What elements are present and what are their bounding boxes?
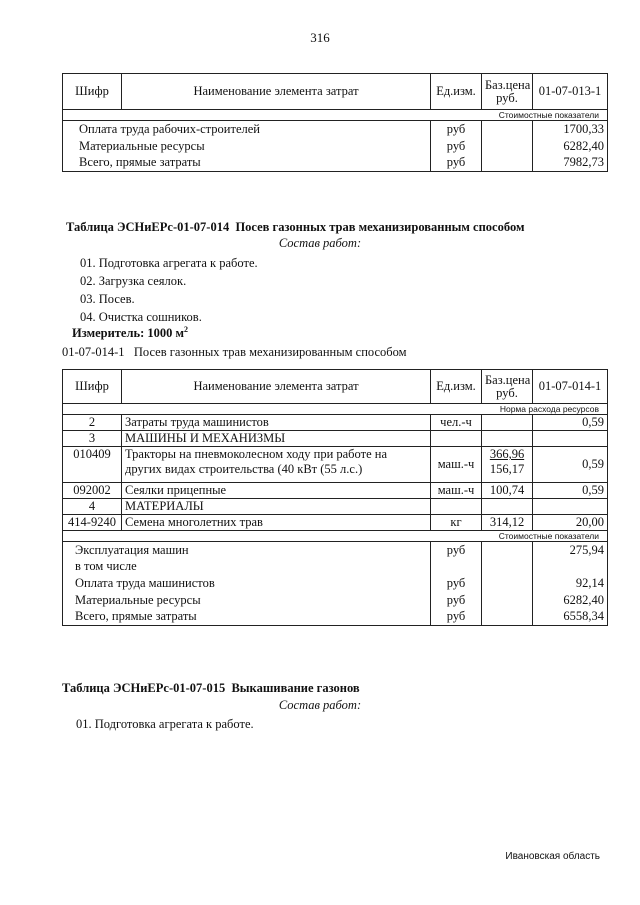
resource-value: 0,59 (533, 415, 608, 431)
col-code-header: Шифр (63, 370, 122, 404)
col-price-header: Баз.цена руб. (482, 74, 533, 110)
cost-row-unit: руб (431, 592, 482, 609)
cost-row-name: в том числе (63, 559, 431, 575)
cost-row-value: 6558,34 (533, 609, 608, 626)
resource-name-line: Тракторы на пневмоколесном ходу при работе на (125, 447, 387, 461)
group-name: МАШИНЫ И МЕХАНИЗМЫ (122, 431, 431, 447)
resource-code: 414-9240 (63, 515, 122, 531)
cost-row-name: Всего, прямые затраты (63, 609, 431, 626)
work-step: 01. Подготовка агрегата к работе. (80, 256, 258, 270)
resource-price: 314,12 (482, 515, 533, 531)
group-code: 3 (63, 431, 122, 447)
cost-row-unit: руб (431, 155, 482, 172)
col-unit-header: Ед.изм. (431, 74, 482, 110)
cost-row-unit: руб (431, 575, 482, 592)
table-code-header: 01-07-013-1 (533, 74, 608, 110)
table-code-header: 01-07-014-1 (533, 370, 608, 404)
table-subtitle (62, 345, 407, 360)
work-composition-label: Состав работ: (278, 236, 362, 250)
table-title (62, 681, 360, 696)
cost-row-value: 92,14 (533, 575, 608, 592)
cost-row-unit: руб (431, 121, 482, 138)
resource-unit: кг (431, 515, 482, 531)
resource-name-line: других видах строительства (40 кВт (55 л.с.) (125, 462, 363, 476)
section-label: Стоимостные показатели (63, 531, 608, 542)
page-number: 316 (310, 30, 330, 45)
cost-row-value: 6282,40 (533, 138, 608, 155)
work-step: 01. Подготовка агрегата к работе. (76, 717, 254, 731)
subtitle-text: Посев газонных трав механизированным способом (133, 345, 407, 359)
cost-row-name: Оплата труда машинистов (63, 575, 431, 592)
resource-price: 100,74 (482, 483, 533, 499)
section-label: Стоимостные показатели (63, 110, 608, 121)
cost-table-013 (62, 73, 608, 172)
work-composition-label: Состав работ: (278, 698, 362, 712)
table-title-code: Таблица ЭСНиЕРс-01-07-014 (66, 220, 230, 234)
subtitle-code: 01-07-014-1 (62, 345, 125, 359)
resource-name: Семена многолетних трав (122, 515, 431, 531)
group-name: МАТЕРИАЛЫ (122, 499, 431, 515)
work-step: 03. Посев. (80, 292, 135, 306)
resource-value: 0,59 (533, 483, 608, 499)
resource-code: 092002 (63, 483, 122, 499)
work-step: 04. Очистка сошников. (80, 310, 202, 324)
resource-code: 010409 (63, 447, 122, 483)
measure-unit: Измеритель: 1000 $м^2$ (72, 325, 189, 341)
cost-row-name: Эксплуатация машин (63, 542, 431, 559)
cost-row-name: Материальные ресурсы (63, 592, 431, 609)
resource-value: 20,00 (533, 515, 608, 531)
cost-row-value: 275,94 (533, 542, 608, 559)
resource-name: Сеялки прицепные (122, 483, 431, 499)
resource-price-sub: 156,17 (489, 462, 525, 476)
resource-unit: маш.-ч (431, 447, 482, 483)
col-price-header: Баз.цена руб. (482, 370, 533, 404)
cost-row-value: 1700,33 (533, 121, 608, 138)
footer-region: Ивановская область (505, 851, 600, 862)
resource-name: Затраты труда машинистов (122, 415, 431, 431)
resource-unit: маш.-ч (431, 483, 482, 499)
cost-row-unit: руб (431, 138, 482, 155)
col-code-header: Шифр (63, 74, 122, 110)
col-name-header: Наименование элемента затрат (122, 74, 431, 110)
resource-price: 366,96 (489, 447, 525, 461)
cost-row-unit: руб (431, 542, 482, 559)
cost-row-name: Оплата труда рабочих-строителей (63, 121, 431, 138)
table-title-code: Таблица ЭСНиЕРс-01-07-015 (62, 681, 226, 695)
resource-value: 0,59 (533, 447, 608, 483)
cost-row-value: 6282,40 (533, 592, 608, 609)
work-step: 02. Загрузка сеялок. (80, 274, 187, 288)
table-title-text: Посев газонных трав механизированным способом (235, 220, 525, 234)
section-label: Норма расхода ресурсов (63, 404, 608, 415)
table-title (66, 220, 524, 235)
resource-unit: чел.-ч (431, 415, 482, 431)
resource-table-014 (62, 369, 608, 626)
cost-row-name: Всего, прямые затраты (63, 155, 431, 172)
cost-row-value: 7982,73 (533, 155, 608, 172)
cost-row-unit: руб (431, 609, 482, 626)
col-unit-header: Ед.изм. (431, 370, 482, 404)
group-code: 4 (63, 499, 122, 515)
cost-row-name: Материальные ресурсы (63, 138, 431, 155)
col-name-header: Наименование элемента затрат (122, 370, 431, 404)
resource-code: 2 (63, 415, 122, 431)
table-title-text: Выкашивание газонов (231, 681, 360, 695)
